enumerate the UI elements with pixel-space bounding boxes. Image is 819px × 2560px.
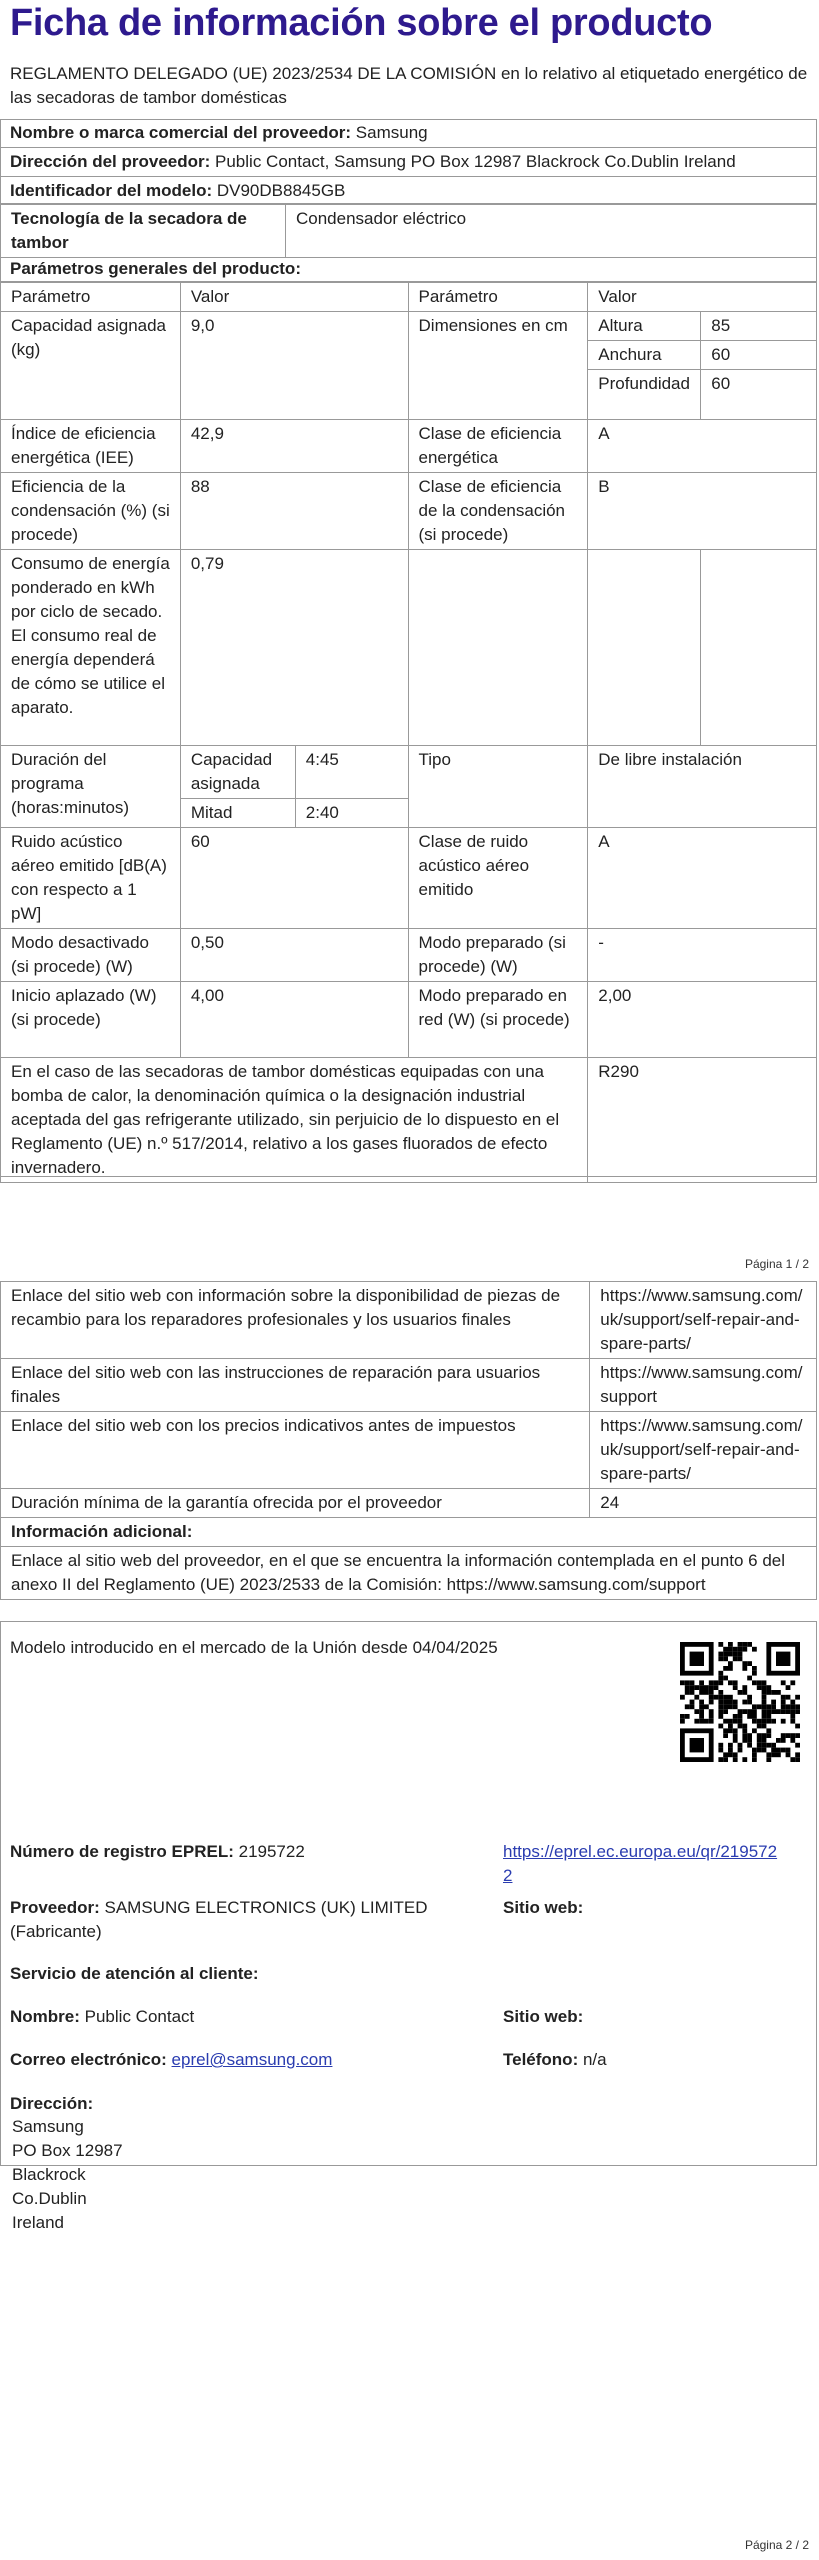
network-standby-label: Modo preparado en red (W) (si procede): [408, 982, 588, 1058]
additional-info-cell: [1, 1547, 817, 1600]
contact-phone: [503, 2048, 607, 2072]
phone-value: n/a: [582, 2050, 607, 2069]
contact-name-label: Nombre:: [10, 2007, 80, 2026]
width-value: 60: [701, 341, 817, 370]
eprel-supplier: [10, 1896, 500, 1944]
address-line: Co.Dublin: [12, 2189, 87, 2208]
eprel-supplier-value: SAMSUNG ELECTRONICS (UK) LIMITED (Fabricante): [10, 1898, 428, 1941]
regulation-subtitle: REGLAMENTO DELEGADO (UE) 2023/2534 DE LA COMISIÓN en lo relativo al etiquetado energético de las secadoras de tambor domésticas: [10, 64, 808, 107]
contact-website-label: Sitio web:: [503, 2007, 584, 2026]
refrigerant-label: En el caso de las secadoras de tambor domésticas equipadas con una bomba de calor, la denominación química o la designación industrial aceptada del gas refrigerante utilizado, sin perjuicio de lo dispuesto en el Reglamento (UE) n.º 517/2014, relativo a los gases fluorados de efecto invernadero.: [1, 1058, 588, 1183]
supplier-name-label: Nombre o marca comercial del proveedor:: [10, 123, 352, 142]
delay-start-value: 4,00: [180, 982, 408, 1058]
address-line: Samsung: [12, 2117, 84, 2136]
contact-email: [10, 2048, 332, 2072]
depth-label: Profundidad: [588, 370, 701, 420]
model-id-value: DV90DB8845GB: [216, 181, 346, 200]
eprel-website-label: Sitio web:: [503, 1898, 584, 1917]
width-label: Anchura: [588, 341, 701, 370]
eprel-supplier-label: Proveedor:: [10, 1898, 100, 1917]
eei-label: Índice de eficiencia energética (IEE): [1, 420, 181, 473]
address-label: Dirección:: [10, 2094, 94, 2113]
additional-info-text: Enlace al sitio web del proveedor, en el que se encuentra la información contemplada en el punto 6 del anexo II del Reglamento (UE) 2023/2533 de la Comisión:: [11, 1551, 786, 1594]
eprel-reg-value: 2195722: [238, 1842, 305, 1861]
header-value-2: Valor: [588, 283, 817, 312]
condensation-value: 88: [180, 473, 408, 550]
eprel-url-link[interactable]: https://eprel.ec.europa.eu/qr/2195722: [503, 1842, 778, 1885]
email-link[interactable]: eprel@samsung.com: [171, 2050, 333, 2069]
technology-table: [0, 204, 817, 258]
price-label: Enlace del sitio web con los precios indicativos antes de impuestos: [1, 1412, 590, 1489]
additional-info-label: Información adicional:: [1, 1518, 817, 1547]
email-label: Correo electrónico:: [10, 2050, 167, 2069]
consumption-empty-3: [701, 550, 817, 746]
consumption-empty-2: [588, 550, 701, 746]
contact-name-value: Public Contact: [84, 2007, 195, 2026]
delay-start-label: Inicio aplazado (W) (si procede): [1, 982, 181, 1058]
duration-full-value: 4:45: [295, 746, 408, 799]
off-mode-value: 0,50: [180, 929, 408, 982]
technology-label: Tecnología de la secadora de tambor: [1, 205, 286, 258]
duration-half-value: 2:40: [295, 799, 408, 828]
spare-parts-label: Enlace del sitio web con información sobre la disponibilidad de piezas de recambio para los reparadores profesionales y los usuarios finales: [1, 1282, 590, 1359]
links-table: [0, 1281, 817, 1600]
consumption-empty-1: [408, 550, 588, 746]
address-lines: [12, 2115, 123, 2235]
consumption-label: Consumo de energía ponderado en kWh por ciclo de secado. El consumo real de energía dependerá de cómo se utilice el aparato.: [1, 550, 181, 746]
additional-info-url: https://www.samsung.com/support: [446, 1575, 706, 1594]
noise-class-label: Clase de ruido acústico aéreo emitido: [408, 828, 588, 929]
price-url: https://www.samsung.com/uk/support/self-repair-and-spare-parts/: [590, 1412, 817, 1489]
supplier-address-row: [0, 148, 817, 177]
network-standby-value: 2,00: [588, 982, 817, 1058]
eprel-reg-label: Número de registro EPREL:: [10, 1842, 234, 1861]
supplier-address-value: Public Contact, Samsung PO Box 12987 Blackrock Co.Dublin Ireland: [215, 152, 736, 171]
height-value: 85: [701, 312, 817, 341]
general-params-label: Parámetros generales del producto:: [10, 259, 301, 278]
model-id-label: Identificador del modelo:: [10, 181, 213, 200]
warranty-label: Duración mínima de la garantía ofrecida por el proveedor: [1, 1489, 590, 1518]
address-line: Blackrock: [12, 2165, 86, 2184]
duration-full-label: Capacidad asignada: [180, 746, 295, 799]
dimensions-label: Dimensiones en cm: [408, 312, 588, 420]
phone-label: Teléfono:: [503, 2050, 579, 2069]
condensation-class-label: Clase de eficiencia de la condensación (si procede): [408, 473, 588, 550]
header-value-1: Valor: [180, 283, 408, 312]
repair-instructions-url: https://www.samsung.com/support: [590, 1359, 817, 1412]
refrigerant-value: R290: [588, 1058, 817, 1183]
capacity-label: Capacidad asignada (kg): [1, 312, 181, 420]
general-params-row: [0, 255, 817, 282]
condensation-label: Eficiencia de la condensación (%) (si procede): [1, 473, 181, 550]
header-param-1: Parámetro: [1, 283, 181, 312]
standby-value: -: [588, 929, 817, 982]
capacity-value: 9,0: [180, 312, 408, 420]
market-date: Modelo introducido en el mercado de la Unión desde 04/04/2025: [10, 1638, 498, 1657]
type-label: Tipo: [408, 746, 588, 828]
technology-value: Condensador eléctrico: [286, 205, 817, 258]
supplier-address-label: Dirección del proveedor:: [10, 152, 211, 171]
address-line: PO Box 12987: [12, 2141, 123, 2160]
page-number-1: Página 1 / 2: [744, 1257, 809, 1271]
repair-instructions-label: Enlace del sitio web con las instrucciones de reparación para usuarios finales: [1, 1359, 590, 1412]
header-param-2: Parámetro: [408, 283, 588, 312]
customer-service-label: Servicio de atención al cliente:: [10, 1964, 259, 1983]
standby-label: Modo preparado (si procede) (W): [408, 929, 588, 982]
eprel-registration: [10, 1840, 305, 1864]
noise-label: Ruido acústico aéreo emitido [dB(A) con respecto a 1 pW]: [1, 828, 181, 929]
duration-label: Duración del programa (horas:minutos): [1, 746, 181, 828]
depth-value: 60: [701, 370, 817, 420]
noise-value: 60: [180, 828, 408, 929]
type-value: De libre instalación: [588, 746, 817, 828]
spare-parts-url: https://www.samsung.com/uk/support/self-repair-and-spare-parts/: [590, 1282, 817, 1359]
model-id-row: [0, 177, 817, 204]
energy-class-label: Clase de eficiencia energética: [408, 420, 588, 473]
page-title: Ficha de información sobre el producto: [10, 2, 713, 44]
eprel-qr-code[interactable]: [680, 1642, 800, 1762]
off-mode-label: Modo desactivado (si procede) (W): [1, 929, 181, 982]
supplier-name-row: [0, 119, 817, 148]
duration-half-label: Mitad: [180, 799, 295, 828]
page-number-2: Página 2 / 2: [744, 2538, 809, 2552]
eei-value: 42,9: [180, 420, 408, 473]
energy-class-value: A: [588, 420, 817, 473]
warranty-value: 24: [590, 1489, 817, 1518]
condensation-class-value: B: [588, 473, 817, 550]
supplier-name-value: Samsung: [355, 123, 428, 142]
noise-class-value: A: [588, 828, 817, 929]
address-line: Ireland: [12, 2213, 64, 2232]
contact-name: [10, 2005, 194, 2029]
height-label: Altura: [588, 312, 701, 341]
consumption-value: 0,79: [180, 550, 408, 746]
parameters-table: [0, 282, 817, 1183]
